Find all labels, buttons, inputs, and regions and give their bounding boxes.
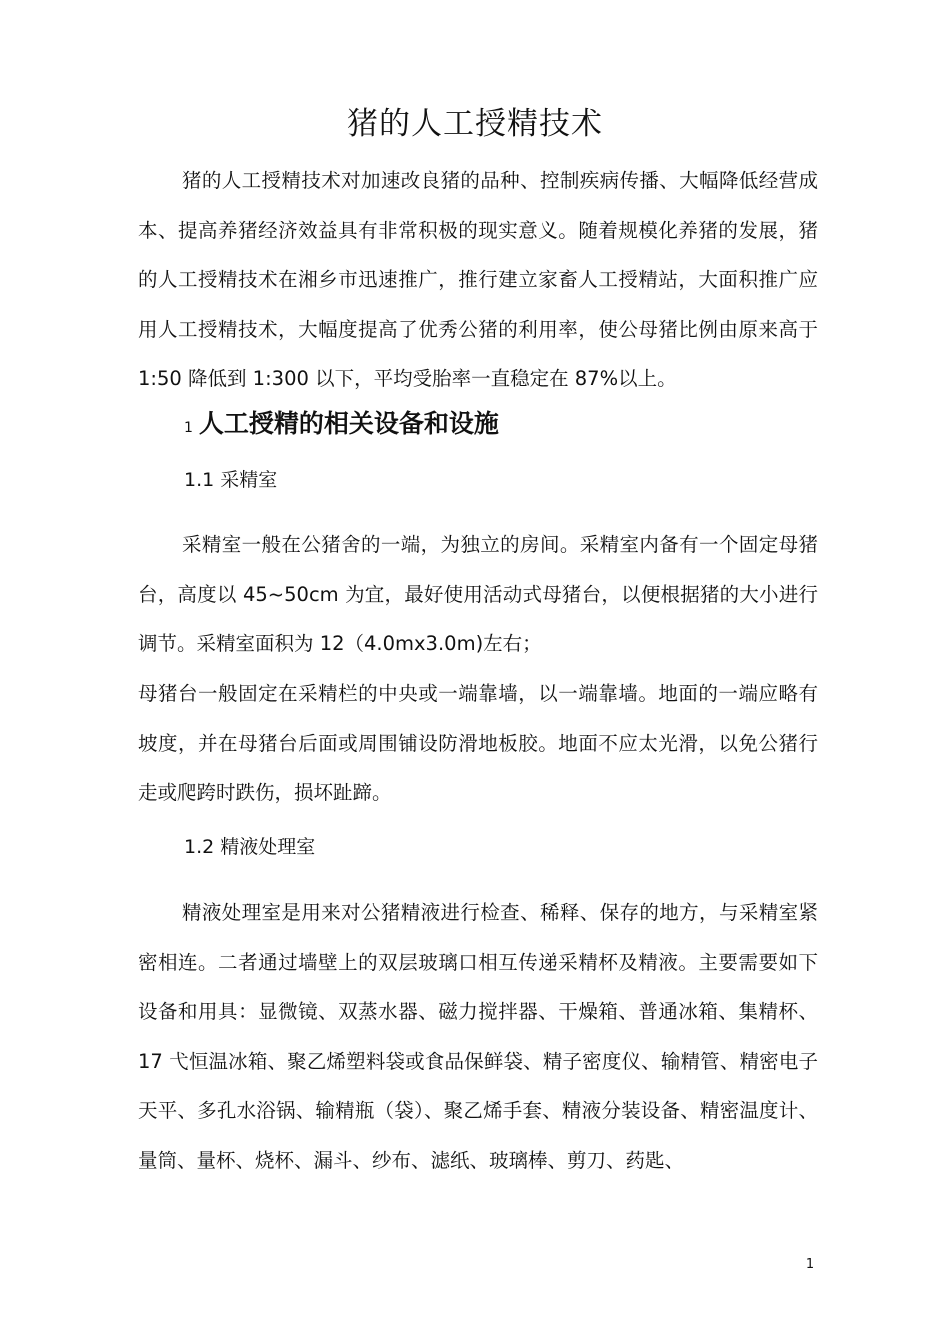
document-title: 猪的人工授精技术 xyxy=(347,106,603,142)
section-1-2-paragraph-1: 精液处理室是用来对公猪精液进行检查、稀释、保存的地方，与采精室紧密相连。二者通过墙壁上的双层玻璃口相互传递采精杯及精液。主要需要如下设备和用具：显微镜、双蒸水器、磁力搅拌器、干燥箱、普通冰箱、集精杯、17 弋恒温冰箱、聚乙烯塑料袋或食品保鲜袋、精子密度仪、输精管、精密电子天平、多孔水浴锅、输精瓶（袋）、聚乙烯手套、精液分装设备、精密温度计、量筒、量杯、烧杯、漏斗、纱布、滤纸、玻璃棒、剪刀、药匙、 xyxy=(138,901,818,1172)
section-1-heading xyxy=(184,404,499,448)
page-number: 1 xyxy=(805,1257,815,1272)
section-1-number: 1 xyxy=(184,420,193,436)
section-1-1-heading: 1.1 采精室 xyxy=(184,469,278,491)
section-1-2-heading: 1.2 精液处理室 xyxy=(184,836,316,858)
section-1-1-paragraph-2: 母猪台一般固定在采精栏的中央或一端靠墙，以一端靠墙。地面的一端应略有坡度，并在母猪台后面或周围铺设防滑地板胶。地面不应太光滑，以免公猪行走或爬跨时跌伤，损坏趾蹄。 xyxy=(138,682,818,804)
section-1-title: 人工授精的相关设备和设施 xyxy=(198,409,499,438)
intro-paragraph: 猪的人工授精技术对加速改良猪的品种、控制疾病传播、大幅降低经营成本、提高养猪经济效益具有非常积极的现实意义。随着规模化养猪的发展，猪的人工授精技术在湘乡市迅速推广，推行建立家畜人工授精站，大面积推广应用人工授精技术，大幅度提高了优秀公猪的利用率，使公母猪比例由原来高于 1:50 降低到 1:300 以下，平均受胎率一直稳定在 87%以上。 xyxy=(138,169,818,390)
section-1-1-paragraph-1: 采精室一般在公猪舍的一端，为独立的房间。采精室内备有一个固定母猪台，高度以 45~50cm 为宜，最好使用活动式母猪台，以便根据猪的大小进行调节。采精室面积为 12（4.0mx3.0m)左右； xyxy=(138,533,818,655)
